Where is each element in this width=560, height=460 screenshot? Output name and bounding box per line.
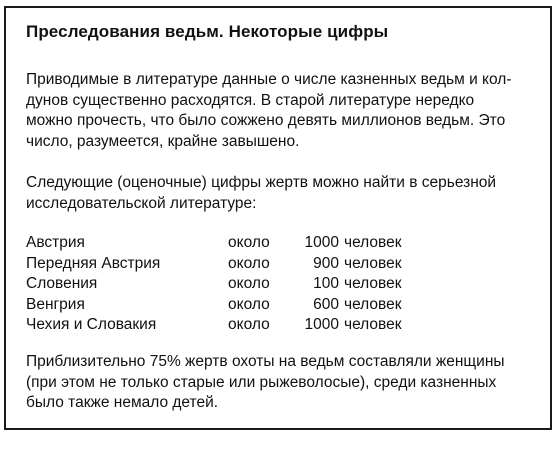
victim-count: 600 — [313, 295, 339, 313]
text-line: Следующие (оценочные) цифры жертв можно найти в серьезной — [26, 174, 497, 191]
approx-label: около — [228, 234, 270, 251]
approx-label: около — [228, 254, 270, 272]
table-row — [26, 315, 446, 336]
text-line: Приблизительно 75% жертв охоты на ведьм составляли женщины — [26, 353, 505, 370]
paragraph-conclusion — [26, 352, 536, 414]
unit-label: человек — [344, 254, 402, 272]
country-name: Чехия и Словакия — [26, 316, 157, 333]
approx-label: около — [228, 295, 270, 313]
paragraph-estimates — [26, 173, 536, 214]
text-line: было также немало детей. — [26, 394, 219, 411]
country-name: Венгрия — [26, 295, 85, 313]
approx-label: около — [228, 275, 270, 292]
box-title: Преследования ведьм. Некоторые цифры — [26, 22, 389, 41]
country-name: Словения — [26, 275, 98, 292]
victim-count: 100 — [313, 275, 339, 292]
text-line: можно прочесть, что было сожжено девять миллионов ведьм. Это — [26, 112, 506, 129]
text-line: Приводимые в литературе данные о числе казненных ведьм и кол- — [26, 71, 512, 88]
text-line: число, разумеется, крайне завышено. — [26, 132, 300, 150]
table-row — [26, 233, 446, 254]
unit-label: человек — [344, 295, 402, 313]
text-line: (при этом не только старые или рыжеволосые), среди казненных — [26, 373, 497, 391]
unit-label: человек — [344, 234, 402, 251]
country-name: Австрия — [26, 234, 85, 251]
victims-table — [26, 233, 446, 336]
victim-count: 900 — [313, 254, 339, 272]
victim-count: 1000 — [304, 316, 339, 333]
table-row — [26, 254, 446, 275]
table-row — [26, 295, 446, 316]
text-line: дунов существенно расходятся. В старой литературе нередко — [26, 91, 475, 109]
text-line: исследовательской литературе: — [26, 194, 257, 212]
country-name: Передняя Австрия — [26, 254, 161, 272]
unit-label: человек — [344, 316, 402, 333]
approx-label: около — [228, 316, 270, 333]
paragraph-intro — [26, 70, 536, 152]
victim-count: 1000 — [304, 234, 339, 251]
table-row — [26, 274, 446, 295]
unit-label: человек — [344, 275, 402, 292]
